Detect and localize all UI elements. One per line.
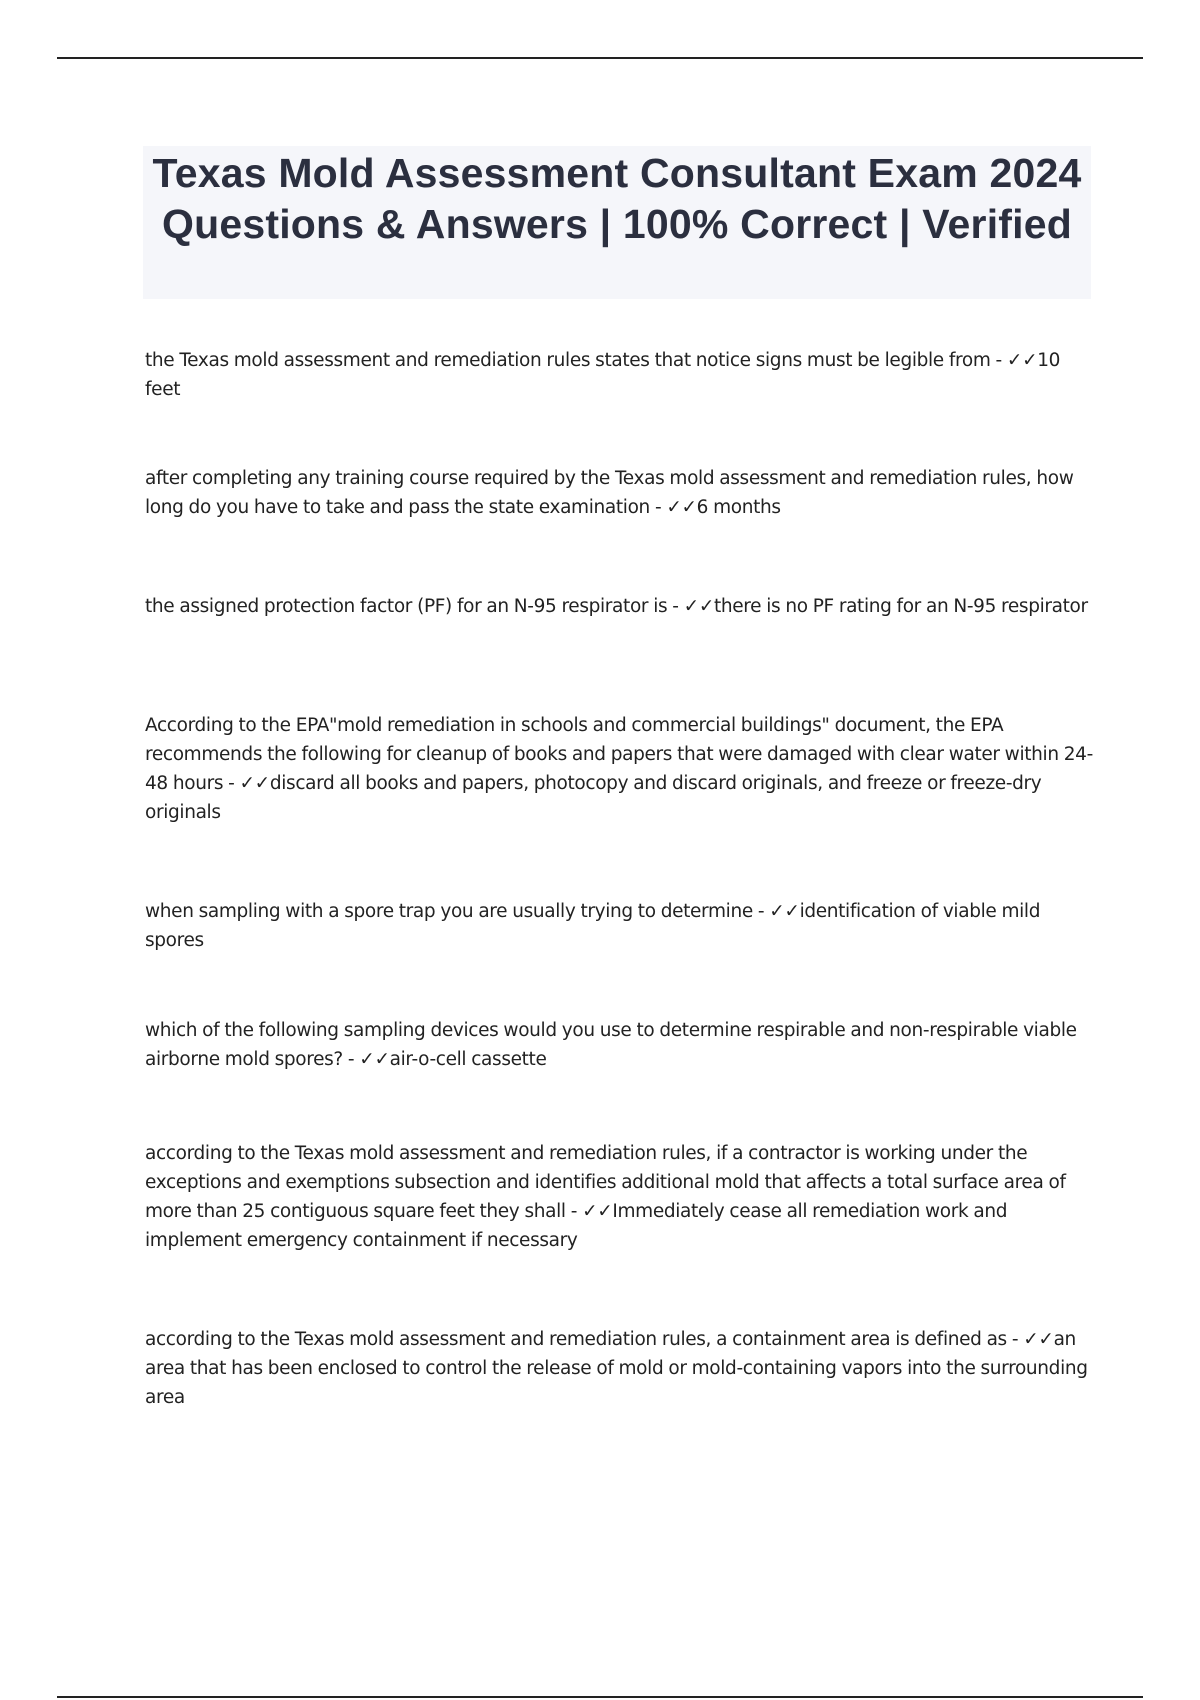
separator: -	[565, 1201, 583, 1222]
double-check-icon: ✓✓	[1006, 350, 1038, 371]
qa-item	[145, 1016, 1095, 1074]
qa-item	[145, 711, 1095, 827]
question-text: after completing any training course required by the Texas mold assessment and remediation rules, how long do you have to take and pass the state examination	[145, 468, 1074, 518]
separator: -	[752, 901, 770, 922]
answer-text: identification of viable mild spores	[145, 901, 1041, 951]
answer-text: 10 feet	[145, 350, 1061, 400]
question-text: when sampling with a spore trap you are usually trying to determine	[145, 901, 753, 922]
separator: -	[990, 350, 1007, 371]
qa-item	[145, 897, 1095, 955]
double-check-icon: ✓✓	[769, 901, 800, 922]
answer-text: air-o-cell cassette	[389, 1049, 547, 1070]
separator: -	[667, 596, 684, 617]
double-check-icon: ✓✓	[239, 773, 270, 794]
footer-rule	[57, 1696, 1143, 1698]
double-check-icon: ✓✓	[582, 1201, 613, 1222]
double-check-icon: ✓✓	[1023, 1329, 1054, 1350]
double-check-icon: ✓✓	[683, 596, 714, 617]
answer-text: an area that has been enclosed to control the release of mold or mold-containing vapors into the surrounding area	[145, 1329, 1088, 1408]
question-text: According to the EPA"mold remediation in schools and commercial buildings" document, the EPA recommends the following for cleanup of books and papers that were damaged with clear water within 24-48 hours	[145, 715, 1093, 794]
separator: -	[223, 773, 240, 794]
separator: -	[1006, 1329, 1024, 1350]
qa-item	[145, 1325, 1095, 1412]
question-text: the Texas mold assessment and remediation rules states that notice signs must be legible from	[145, 350, 991, 371]
question-text: which of the following sampling devices would you use to determine respirable and non-respirable viable airborne mold spores?	[145, 1020, 1077, 1070]
qa-item	[145, 592, 1095, 621]
document-title: Texas Mold Assessment Consultant Exam 2024 Questions & Answers | 100% Correct | Verified	[152, 150, 1082, 247]
qa-item	[145, 346, 1095, 404]
header-rule	[57, 57, 1143, 59]
separator: -	[342, 1049, 360, 1070]
question-text: according to the Texas mold assessment and remediation rules, if a contractor is working under the exceptions and exemptions subsection and identifies additional mold that affects a total surface area of more than 25 contiguous square feet they shall	[145, 1143, 1066, 1222]
title-banner	[143, 146, 1091, 299]
question-text: according to the Texas mold assessment and remediation rules, a containment area is defined as	[145, 1329, 1007, 1350]
answer-text: discard all books and papers, photocopy and discard originals, and freeze or freeze-dry originals	[145, 773, 1042, 823]
qa-item	[145, 464, 1095, 522]
question-text: the assigned protection factor (PF) for an N-95 respirator is	[145, 596, 668, 617]
separator: -	[649, 497, 667, 518]
double-check-icon: ✓✓	[666, 497, 697, 518]
answer-text: 6 months	[696, 497, 781, 518]
answer-text: Immediately cease all remediation work and implement emergency containment if necessary	[145, 1201, 1008, 1251]
double-check-icon: ✓✓	[359, 1049, 390, 1070]
qa-item	[145, 1139, 1095, 1255]
answer-text: there is no PF rating for an N-95 respirator	[713, 596, 1088, 617]
